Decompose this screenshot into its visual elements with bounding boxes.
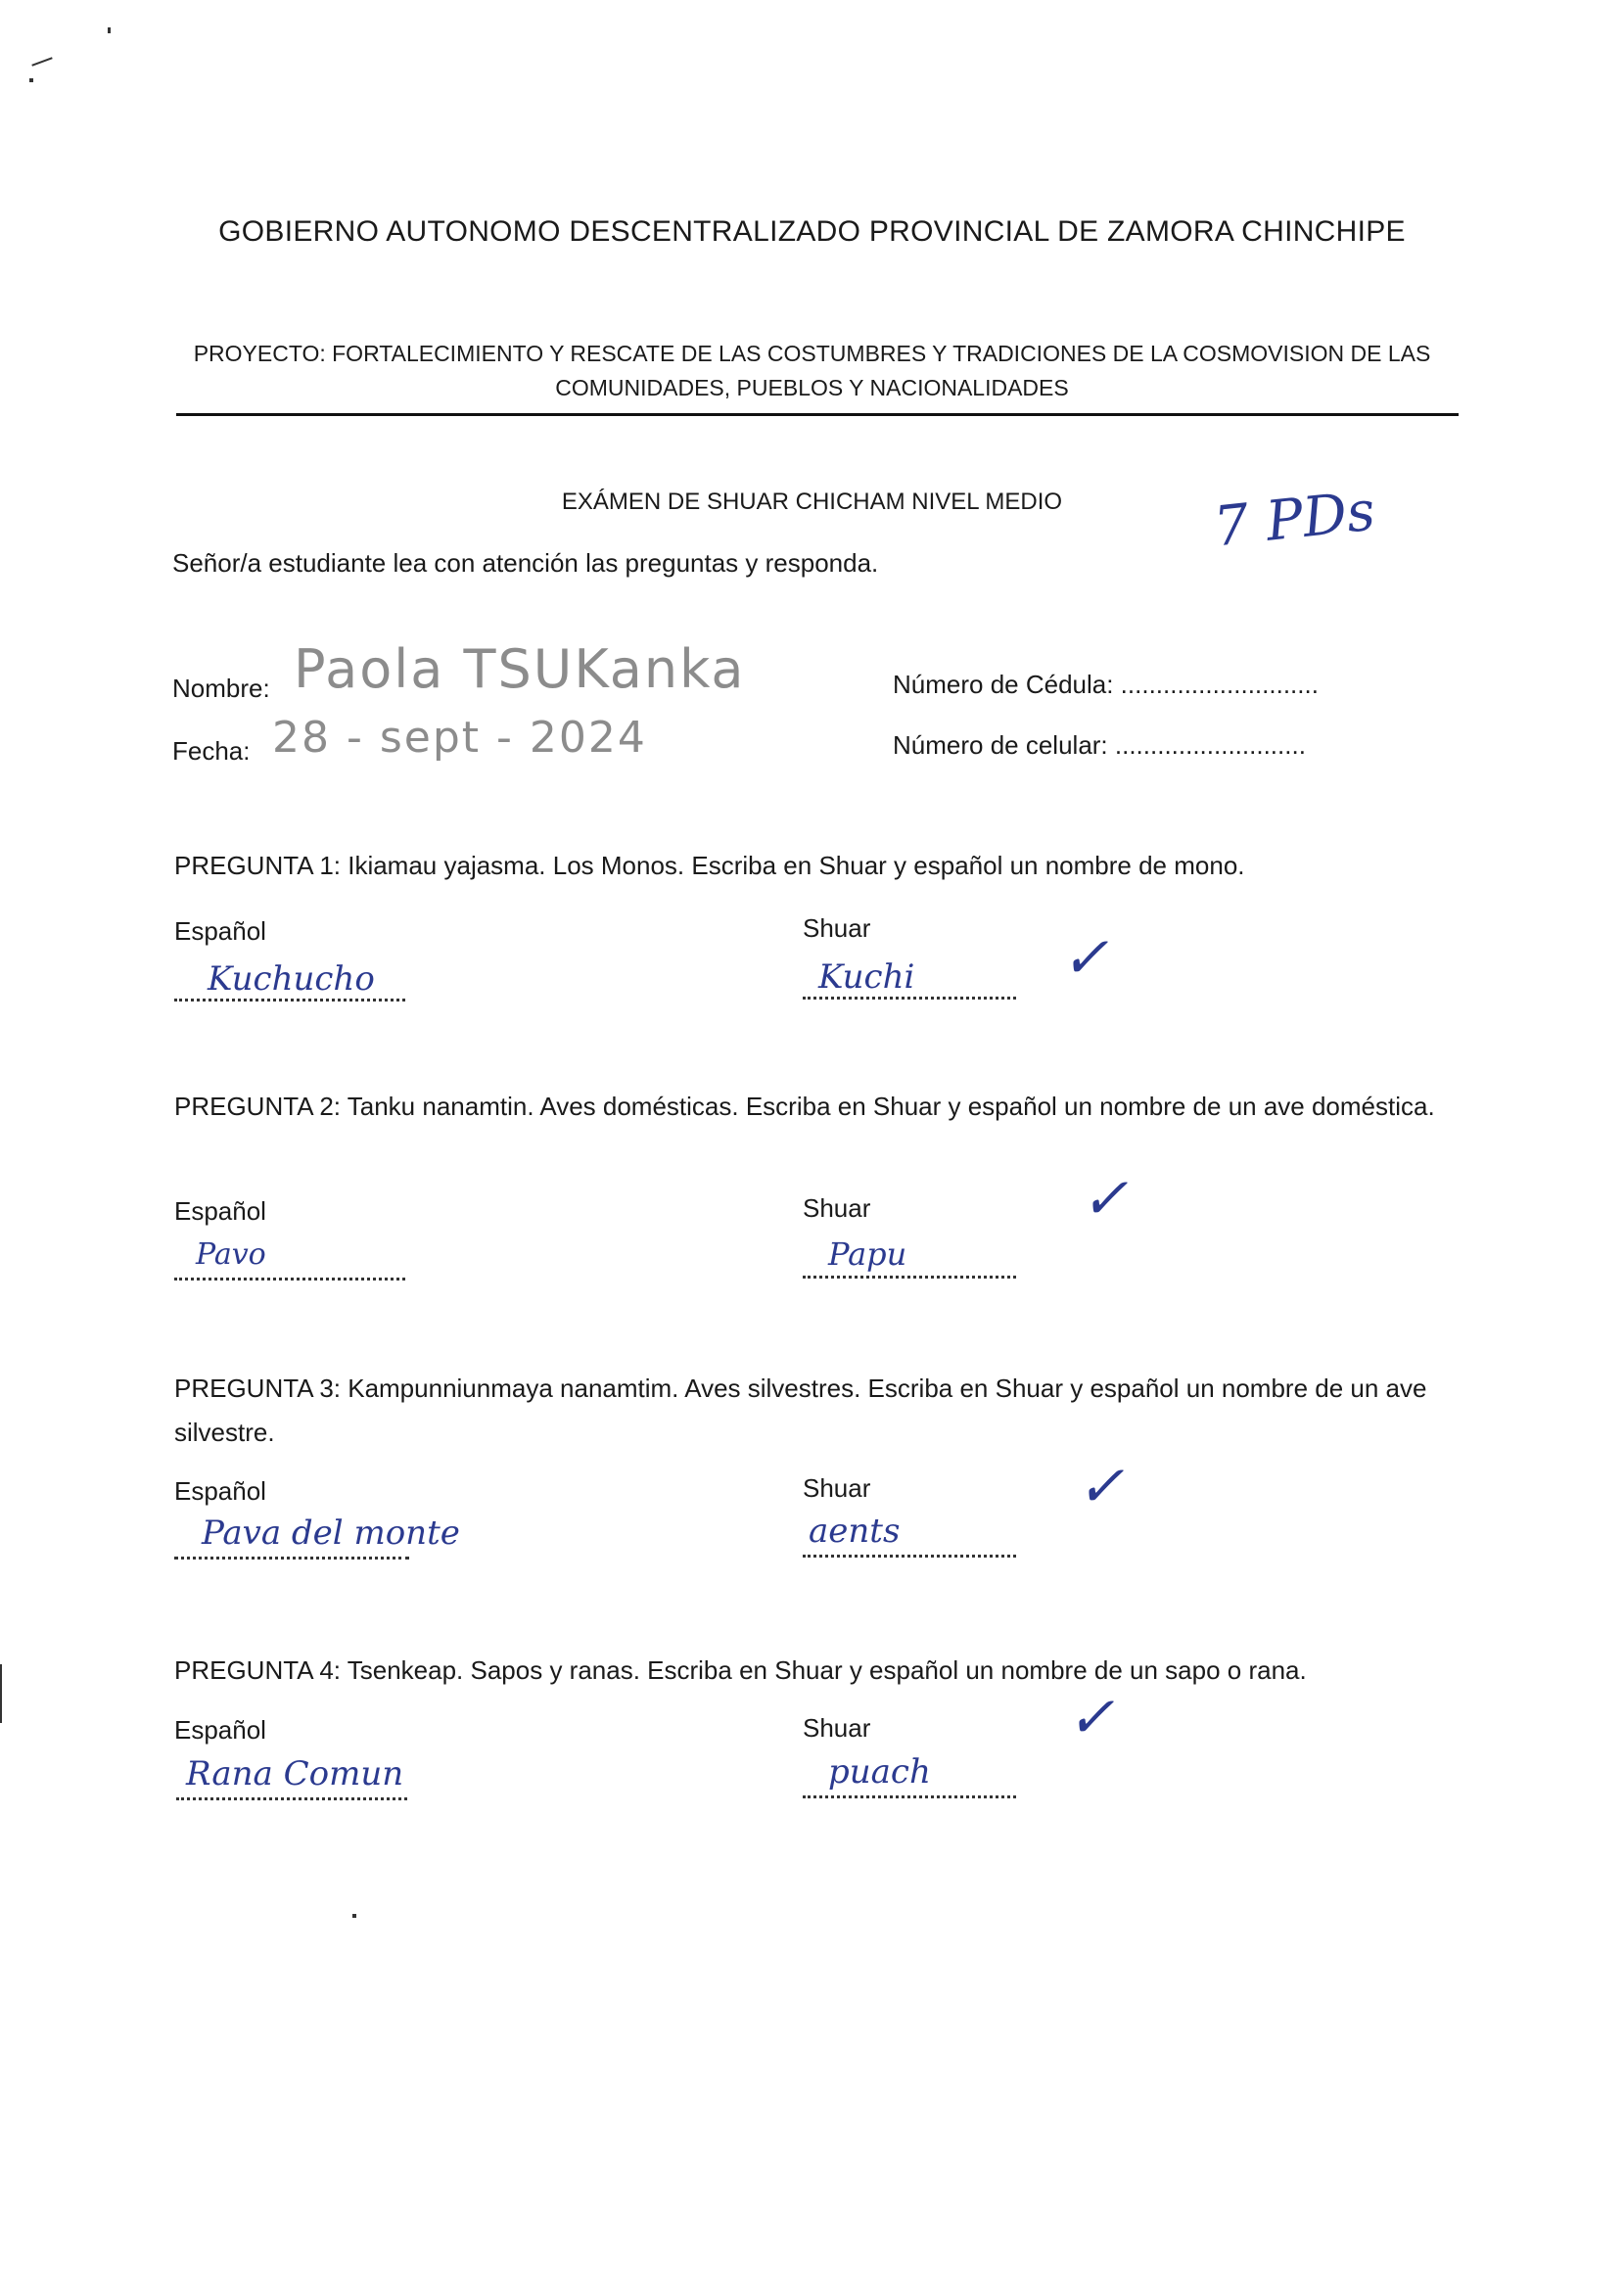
question-1-shuar-label: Shuar	[803, 913, 871, 943]
question-2-check-icon: ✓	[1081, 1165, 1129, 1232]
date-value[interactable]: 28 - sept - 2024	[272, 713, 647, 763]
question-2-espanol-line	[174, 1278, 405, 1281]
project-title-line1: PROYECTO: FORTALECIMIENTO Y RESCATE DE LAS COSTUMBRES Y TRADICIONES DE LA COSMOVISION DE LAS	[193, 341, 1431, 366]
government-title: GOBIERNO AUTONOMO DESCENTRALIZADO PROVINCIAL DE ZAMORA CHINCHIPE	[218, 215, 1406, 248]
question-4-shuar-answer[interactable]: puach	[828, 1752, 931, 1792]
question-3-shuar-label: Shuar	[803, 1473, 871, 1503]
question-3-espanol-answer[interactable]: Pava del monte	[202, 1514, 460, 1553]
exam-instructions: Señor/a estudiante lea con atención las preguntas y responda.	[172, 548, 879, 578]
question-1-espanol-answer[interactable]: Kuchucho	[208, 959, 375, 999]
question-2-espanol-answer[interactable]: Pavo	[196, 1237, 266, 1272]
question-1-shuar-answer[interactable]: Kuchi	[818, 957, 915, 997]
question-3-text: PREGUNTA 3: Kampunniunmaya nanamtim. Aves silvestres. Escriba en Shuar y español un nombre de un ave silvestre.	[174, 1374, 1427, 1447]
handwritten-grade: 7 PDs	[1211, 479, 1378, 560]
scan-speck	[31, 57, 52, 66]
question-4-espanol-line	[176, 1797, 407, 1800]
question-1-espanol-line	[174, 999, 405, 1001]
question-2-espanol-label: Español	[174, 1196, 266, 1226]
question-1-check-icon: ✓	[1061, 924, 1109, 991]
id-number-field[interactable]: Número de Cédula: ............................	[893, 670, 1319, 699]
question-2-shuar-line	[803, 1276, 1016, 1279]
question-2-shuar-answer[interactable]: Papu	[828, 1235, 907, 1273]
question-1-shuar-line	[803, 997, 1016, 1000]
question-4-espanol-answer[interactable]: Rana Comun	[186, 1754, 404, 1793]
phone-number-field[interactable]: Número de celular: ...........................	[893, 730, 1306, 760]
name-value[interactable]: Paola TSUKanka	[294, 638, 746, 700]
question-4-shuar-line	[803, 1795, 1016, 1798]
name-label: Nombre:	[172, 674, 270, 703]
question-3-shuar-answer[interactable]: aents	[809, 1512, 901, 1551]
scan-edge	[0, 1664, 2, 1723]
scan-speck	[352, 1914, 356, 1918]
question-2-shuar-label: Shuar	[803, 1193, 871, 1223]
question-3-check-icon: ✓	[1077, 1453, 1125, 1519]
question-1-text: PREGUNTA 1: Ikiamau yajasma. Los Monos. Escriba en Shuar y español un nombre de mono.	[174, 851, 1245, 880]
question-3-espanol-line	[174, 1557, 409, 1560]
question-2-text: PREGUNTA 2: Tanku nanamtin. Aves domésticas. Escriba en Shuar y español un nombre de un ave doméstica.	[174, 1092, 1435, 1121]
project-title-line2: COMUNIDADES, PUEBLOS Y NACIONALIDADES	[555, 375, 1069, 400]
date-label: Fecha:	[172, 736, 251, 766]
question-4-shuar-label: Shuar	[803, 1713, 871, 1743]
question-3-espanol-label: Español	[174, 1476, 266, 1506]
question-4-text: PREGUNTA 4: Tsenkeap. Sapos y ranas. Escriba en Shuar y español un nombre de un sapo o rana.	[174, 1655, 1307, 1685]
question-3-shuar-line	[803, 1555, 1016, 1558]
question-4-espanol-label: Español	[174, 1715, 266, 1745]
scan-speck	[108, 27, 111, 33]
scan-speck	[29, 78, 33, 82]
header-divider	[176, 413, 1459, 416]
question-1-espanol-label: Español	[174, 916, 266, 946]
exam-title: EXÁMEN DE SHUAR CHICHAM NIVEL MEDIO	[561, 489, 1063, 515]
question-4-check-icon: ✓	[1067, 1684, 1115, 1750]
